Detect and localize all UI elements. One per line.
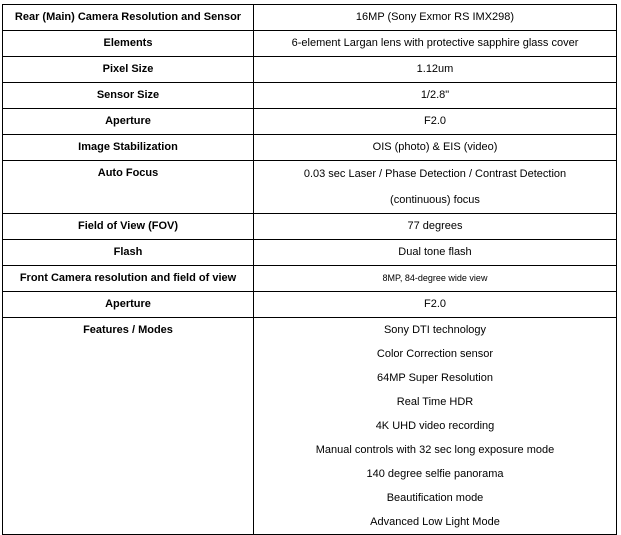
- spec-value: [254, 266, 617, 292]
- table-row: [3, 161, 617, 214]
- spec-value: 16MP (Sony Exmor RS IMX298): [254, 5, 617, 31]
- spec-value: 77 degrees: [254, 214, 617, 240]
- table-row: [3, 135, 617, 161]
- table-row: [3, 57, 617, 83]
- spec-label: Aperture: [3, 109, 254, 135]
- spec-label: Auto Focus: [3, 161, 254, 214]
- spec-value: 1.12um: [254, 57, 617, 83]
- spec-label: Rear (Main) Camera Resolution and Sensor: [3, 5, 254, 31]
- feature-item: 4K UHD video recording: [375, 420, 495, 432]
- table-row: [3, 292, 617, 318]
- spec-label: Pixel Size: [3, 57, 254, 83]
- spec-value: 1/2.8": [254, 83, 617, 109]
- spec-value: F2.0: [254, 109, 617, 135]
- spec-label: Flash: [3, 240, 254, 266]
- camera-specs-table: [2, 4, 617, 535]
- spec-label: Aperture: [3, 292, 254, 318]
- table-row: [3, 83, 617, 109]
- feature-item: 64MP Super Resolution: [377, 372, 493, 384]
- spec-value-line: 0.03 sec Laser / Phase Detection / Contrast Detection: [303, 168, 567, 180]
- table-row: [3, 266, 617, 292]
- table-row: [3, 214, 617, 240]
- feature-item: 140 degree selfie panorama: [366, 468, 504, 480]
- spec-value: OIS (photo) & EIS (video): [254, 135, 617, 161]
- table-row: [3, 31, 617, 57]
- spec-value-list: [254, 318, 617, 535]
- feature-item: Color Correction sensor: [376, 348, 494, 360]
- table-row: [3, 109, 617, 135]
- spec-value: [254, 161, 617, 214]
- spec-value-text: 8MP, 84-degree wide view: [382, 273, 488, 283]
- spec-label: Features / Modes: [3, 318, 254, 535]
- table-row: [3, 318, 617, 535]
- spec-label: Front Camera resolution and field of view: [3, 266, 254, 292]
- feature-item: Sony DTI technology: [383, 324, 487, 336]
- table-row: [3, 240, 617, 266]
- spec-label: Sensor Size: [3, 83, 254, 109]
- spec-label: Elements: [3, 31, 254, 57]
- spec-value: Dual tone flash: [254, 240, 617, 266]
- feature-item: Real Time HDR: [396, 396, 474, 408]
- spec-label: Field of View (FOV): [3, 214, 254, 240]
- spec-value: 6-element Largan lens with protective sapphire glass cover: [254, 31, 617, 57]
- spec-value: F2.0: [254, 292, 617, 318]
- spec-value-line: (continuous) focus: [390, 194, 480, 206]
- feature-item: Manual controls with 32 sec long exposure mode: [315, 444, 555, 456]
- table-row: [3, 5, 617, 31]
- feature-item: Beautification mode: [386, 492, 484, 504]
- feature-item: Advanced Low Light Mode: [370, 516, 500, 528]
- spec-label: Image Stabilization: [3, 135, 254, 161]
